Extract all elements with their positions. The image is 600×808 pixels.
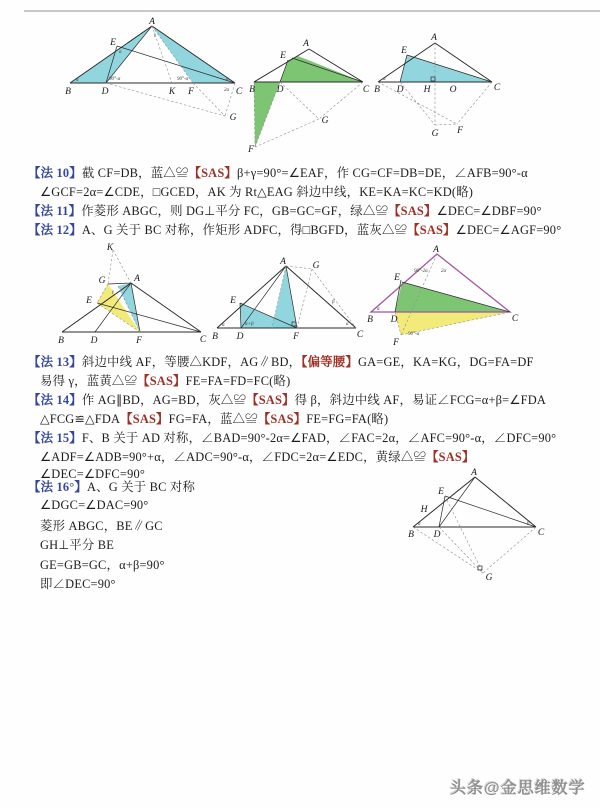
d3-vertex-F: F [457, 126, 463, 136]
figure-method16 [348, 466, 566, 594]
d1-angle-gamma: γ [154, 33, 156, 38]
sas-token: 【SAS】 [188, 166, 237, 180]
d5-vertex-F: F [293, 332, 299, 342]
d4-angle-gamma: γ [112, 290, 114, 295]
method-16-line-4 [40, 535, 114, 553]
d6-vertex-C: C [511, 314, 519, 324]
d2-vertex-C: C [362, 85, 370, 95]
sas-token: 【SAS】 [407, 223, 456, 237]
d6-angle-b: α [377, 307, 380, 312]
d3-angle-b: α [383, 77, 386, 82]
method-11-tag: 【法 11】 [28, 204, 82, 218]
method-12-text: ∠DEC=∠AGF=90° [455, 223, 562, 237]
d6-angle-f90: 90°-α [408, 332, 420, 337]
method-13-line-2 [40, 371, 290, 389]
figure-method13 [55, 244, 210, 346]
d7-angle-c: β [527, 521, 530, 526]
d7-vertex-B: B [408, 530, 414, 540]
method-10-text: ∠GCF=2α=∠CDE，□GCED，AK 为 Rt△EAG 斜边中线，KE=KA=KC=KD(略) [40, 185, 474, 199]
method-16-text: GE=GB=GC，α+β=90° [40, 558, 165, 572]
d2-vertex-B: B [249, 85, 255, 95]
d5-angle-ab: α+β [245, 322, 254, 327]
figure-method10 [30, 12, 255, 164]
d7-angle-b: α [418, 522, 421, 527]
method-15-tag: 【法 15】 [28, 431, 82, 445]
method-16-text: 即∠DEC=90° [40, 577, 116, 591]
d7-vertex-A: A [471, 468, 477, 478]
d4-vertex-K: K [106, 243, 114, 253]
method-16-text: A、G 关于 BC 对称 [87, 480, 196, 494]
d6-vertex-F: F [393, 338, 399, 348]
d3-vertex-E: E [401, 46, 407, 56]
method-13-tag: 【法 13】 [28, 355, 82, 369]
sas-token: 【SAS】 [120, 412, 169, 426]
method-11-text: 作菱形 ABGC，则 DG⊥平分 FC，GB=GC=GF，绿△≌ [81, 204, 389, 218]
d3-vertex-O: O [449, 85, 457, 95]
method-12-tag: 【法 12】 [28, 223, 82, 237]
d4-vertex-E: E [86, 296, 92, 306]
d1-vertex-B: B [65, 87, 71, 97]
d3-vertex-D: D [396, 85, 404, 95]
d5-angle-b: α [222, 323, 225, 328]
method-16-text: 菱形 ABGC，BE∥GC [40, 519, 163, 533]
d1-vertex-D: D [101, 87, 109, 97]
d7-vertex-G: G [485, 573, 493, 583]
watermark-toutiao: 头条@金思维数学 [450, 780, 586, 797]
method-16-line-1 [28, 477, 195, 495]
method-11-line-1 [28, 201, 542, 219]
d2-vertex-E: E [280, 51, 286, 61]
d4-vertex-B: B [58, 336, 64, 346]
pian-dengyao-token: 【偏等腰】 [301, 355, 358, 369]
method-14-text: FG=FA，蓝△≌ [168, 412, 258, 426]
method-13-line-1 [28, 352, 534, 370]
d1-vertex-A: A [149, 17, 155, 27]
method-14-text: FE=FG=FA(略) [306, 412, 389, 426]
figure-method11 [250, 28, 378, 160]
method-15-text: ∠ADF=∠ADB=90°+α，∠ADC=90°-α，∠FDC=2α=∠EDC，黄绿△≌ [40, 450, 427, 464]
method-16-line-6 [40, 574, 116, 592]
d3-vertex-H: H [423, 85, 431, 95]
sas-token: 【SAS】 [257, 412, 307, 426]
d7-vertex-C: C [537, 528, 545, 538]
d7-vertex-E: E [438, 487, 444, 497]
method-10-text: 截 CF=DB，蓝△≌ [81, 166, 189, 180]
method-13-text: FE=FA=FD=FC(略) [185, 374, 291, 388]
method-13-text: 易得 γ，蓝黄△≌ [40, 374, 138, 388]
method-13-text: GA=GE，KA=KG，DG=FA=DF [357, 355, 534, 369]
d1-vertex-G: G [229, 113, 237, 123]
d6-angle-2a: 2α [441, 269, 447, 274]
d5-vertex-C: C [356, 330, 364, 340]
method-16-text: GH⊥平分 BE [40, 538, 115, 552]
d1-angle-b: α [76, 78, 79, 83]
d1-vertex-E: E [110, 38, 116, 48]
d5-vertex-E: E [230, 296, 236, 306]
d5-vertex-A: A [280, 257, 286, 267]
figure-method12 [372, 24, 510, 160]
sas-token: 【SAS】 [246, 393, 295, 407]
d6-angle-902a: 90°-2α [414, 269, 428, 274]
d5-vertex-D: D [236, 332, 244, 342]
method-14-text: 得 β，斜边中线 AF，易证∠FCG=α+β=∠FDA [294, 393, 547, 407]
d3-vertex-B: B [374, 85, 380, 95]
d5-angle-c: α [346, 322, 349, 327]
d6-vertex-A: A [433, 245, 439, 255]
d6-vertex-E: E [394, 273, 400, 283]
d1-angle-c2a: 2α [224, 88, 230, 93]
method-15-text: ∠DEC=∠DFC=90° [40, 467, 146, 481]
method-14-line-2 [40, 409, 388, 427]
d4-vertex-A: A [134, 274, 140, 284]
method-16-line-5 [40, 555, 165, 573]
figure-method15 [366, 246, 550, 348]
d1-vertex-F: F [188, 87, 194, 97]
method-12-text: A、G 关于 BC 对称，作矩形 ADFC，得□BGFD，蓝灰△≌ [81, 223, 408, 237]
method-16-tag: 【法 16°】 [28, 480, 88, 494]
method-15-text: F、B 关于 AD 对称，∠BAD=90°-2α=∠FAD，∠FAC=2α，∠AFC=90°-α，∠DFC=90° [81, 431, 557, 445]
method-10-line-2 [40, 182, 473, 200]
method-16-line-3 [40, 516, 163, 534]
d6-vertex-D: D [390, 315, 398, 325]
d3-vertex-A: A [431, 33, 437, 43]
d7-vertex-D: D [433, 530, 441, 540]
d4-vertex-G: G [98, 276, 106, 286]
method-16-line-2 [40, 497, 148, 513]
method-11-text: ∠DEC=∠DBF=90° [436, 204, 542, 218]
method-10-text: β+γ=90°=∠EAF，作 CG=CF=DB=DE，∠AFB=90°-α [237, 166, 528, 180]
method-14-text: △FCG≌△FDA [40, 412, 121, 426]
d1-angle-d90: 90°-α [109, 77, 121, 82]
method-10-line-1 [28, 163, 528, 181]
figure-method14 [212, 254, 374, 350]
d3-vertex-G: G [431, 129, 439, 139]
d5-vertex-B: B [212, 332, 218, 342]
sas-token: 【SAS】 [388, 204, 437, 218]
method-10-tag: 【法 10】 [28, 166, 82, 180]
method-12-line-1 [28, 220, 561, 238]
method-13-text: 斜边中线 AF，等腰△KDF，AG∥BD， [81, 355, 302, 369]
d2-vertex-G: G [321, 116, 329, 126]
d2-vertex-D: D [276, 85, 284, 95]
sas-token: 【SAS】 [137, 374, 186, 388]
method-14-tag: 【法 14】 [28, 393, 82, 407]
d1-angle-f90: 90°-α [177, 77, 189, 82]
method-16-text: ∠DGC=∠DAC=90° [40, 498, 149, 512]
d1-vertex-K: K [168, 87, 176, 97]
d7-vertex-H: H [420, 505, 428, 515]
method-14-line-1 [28, 390, 546, 408]
method-15-line-1 [28, 428, 556, 446]
d1-angle-e: α [119, 50, 122, 55]
method-15-line-2 [40, 447, 475, 465]
method-14-text: 作 AG∥BD，AG=BD，灰△≌ [81, 393, 247, 407]
d6-vertex-B: B [367, 315, 373, 325]
d1-angle-c: α [226, 77, 229, 82]
d4-vertex-D: D [90, 336, 98, 346]
d3-vertex-C: C [493, 83, 501, 93]
d5-vertex-G: G [312, 261, 320, 271]
d5-angle-beta: β [332, 300, 335, 305]
d2-vertex-F: F [248, 145, 254, 155]
d2-vertex-A: A [303, 39, 309, 49]
d1-vertex-C: C [235, 87, 243, 97]
d4-vertex-F: F [136, 336, 142, 346]
sas-token: 【SAS】 [426, 450, 475, 464]
d4-vertex-C: C [199, 335, 207, 345]
